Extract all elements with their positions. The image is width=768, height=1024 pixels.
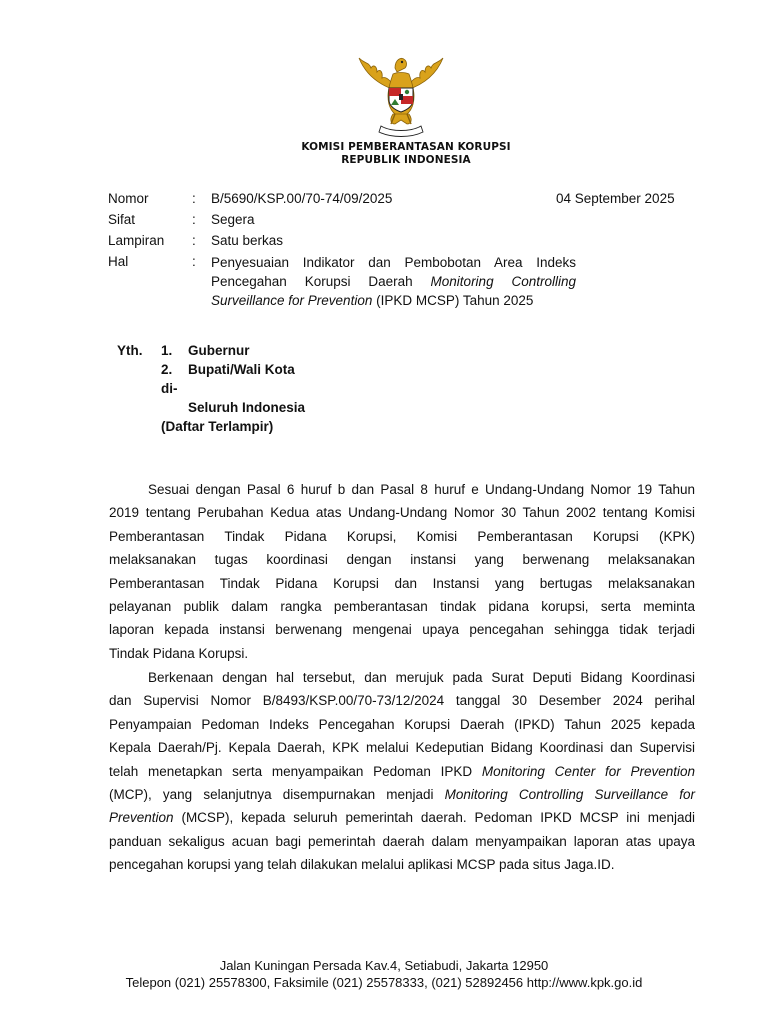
body-line: Kepala Daerah/Pj. Kepala Daerah, KPK melalui Kedeputian Bidang Koordinasi dan Supervisi bbox=[109, 740, 695, 756]
body-line: melaksanakan tugas koordinasi dengan instansi yang berwenang melaksanakan bbox=[109, 552, 695, 568]
lampiran-value: Satu berkas bbox=[211, 233, 284, 248]
separator: : bbox=[192, 233, 196, 248]
recipient-bupati: Bupati/Wali Kota bbox=[188, 362, 295, 377]
body-line: Berkenaan dengan hal tersebut, dan merujuk pada Surat Deputi Bidang Koordinasi bbox=[148, 670, 695, 685]
body-line: telah menetapkan serta menyampaikan Pedoman IPKD Monitoring Center for Prevention bbox=[109, 763, 695, 779]
body-line: panduan sekaligus acuan bagi pemerintah daerah dalam menyampaikan laporan atas upaya bbox=[109, 833, 695, 849]
hal-label: Hal bbox=[108, 254, 129, 269]
body-line: Penyampaian Pedoman Indeks Pencegahan Korupsi Daerah (IPKD) Tahun 2025 kepada bbox=[109, 716, 695, 732]
footer-contact: Telepon (021) 25578300, Faksimile (021) 25578333, (021) 52892456 http://www.kpk.go.id bbox=[125, 975, 643, 990]
letter-date: 04 September 2025 bbox=[556, 191, 675, 206]
body-line: Sesuai dengan Pasal 6 huruf b dan Pasal 8 huruf e Undang-Undang Nomor 19 Tahun bbox=[148, 482, 695, 497]
di-label: di- bbox=[161, 381, 178, 396]
garuda-emblem-icon bbox=[355, 50, 447, 138]
recipient-number: 1. bbox=[161, 343, 173, 358]
separator: : bbox=[192, 212, 196, 227]
sifat-value: Segera bbox=[211, 212, 255, 227]
body-line: Tindak Pidana Korupsi. bbox=[109, 645, 249, 661]
body-paragraph-1 bbox=[109, 478, 695, 665]
attachment-note: (Daftar Terlampir) bbox=[161, 419, 274, 434]
hal-subject bbox=[211, 253, 576, 310]
hal-line: Surveillance for Prevention (IPKD MCSP) Tahun 2025 bbox=[211, 293, 534, 308]
body-line: pencegahan korupsi yang telah dilakukan melalui aplikasi MCSP pada situs Jaga.ID. bbox=[109, 857, 615, 873]
body-line: laporan kepada instansi berwenang mengenai upaya pencegahan sehingga tidak terjadi bbox=[109, 622, 695, 638]
body-line: dan Supervisi Nomor B/8493/KSP.00/70-73/12/2024 tanggal 30 Desember 2024 perihal bbox=[109, 693, 695, 709]
lampiran-label: Lampiran bbox=[108, 233, 165, 248]
body-paragraph-2 bbox=[109, 666, 695, 877]
body-line: pelayanan publik dalam rangka pemberantasan tindak pidana korupsi, serta meminta bbox=[109, 599, 695, 615]
yth-label: Yth. bbox=[117, 343, 143, 358]
recipient-number: 2. bbox=[161, 362, 173, 377]
body-line: Pemberantasan Tindak Pidana Korupsi, Komisi Pemberantasan Korupsi (KPK) bbox=[109, 528, 695, 544]
body-line: Prevention (MCSP), kepada seluruh pemerintah daerah. Pedoman IPKD MCSP ini menjadi bbox=[109, 810, 695, 826]
separator: : bbox=[192, 254, 196, 269]
body-line: Pemberantasan Tindak Pidana Korupsi dan Instansi yang bertugas melaksanakan bbox=[109, 575, 695, 591]
body-line: 2019 tentang Perubahan Kedua atas Undang-Undang Nomor 30 Tahun 2002 tentang Komisi bbox=[109, 505, 695, 521]
recipient-gubernur: Gubernur bbox=[188, 343, 250, 358]
hal-line: Pencegahan Korupsi Daerah Monitoring Controlling bbox=[211, 274, 576, 289]
nomor-label: Nomor bbox=[108, 191, 149, 206]
footer-address: Jalan Kuningan Persada Kav.4, Setiabudi, Jakarta 12950 bbox=[219, 958, 549, 973]
separator: : bbox=[192, 191, 196, 206]
nomor-value: B/5690/KSP.00/70-74/09/2025 bbox=[211, 191, 393, 206]
recipient-location: Seluruh Indonesia bbox=[188, 400, 306, 415]
body-line: (MCP), yang selanjutnya disempurnakan menjadi Monitoring Controlling Surveillance for bbox=[109, 787, 695, 803]
sifat-label: Sifat bbox=[108, 212, 136, 227]
hal-line: Penyesuaian Indikator dan Pembobotan Area Indeks bbox=[211, 255, 576, 270]
org-name-line1: KOMISI PEMBERANTASAN KORUPSI bbox=[301, 141, 511, 153]
org-name-line2: REPUBLIK INDONESIA bbox=[341, 154, 471, 166]
